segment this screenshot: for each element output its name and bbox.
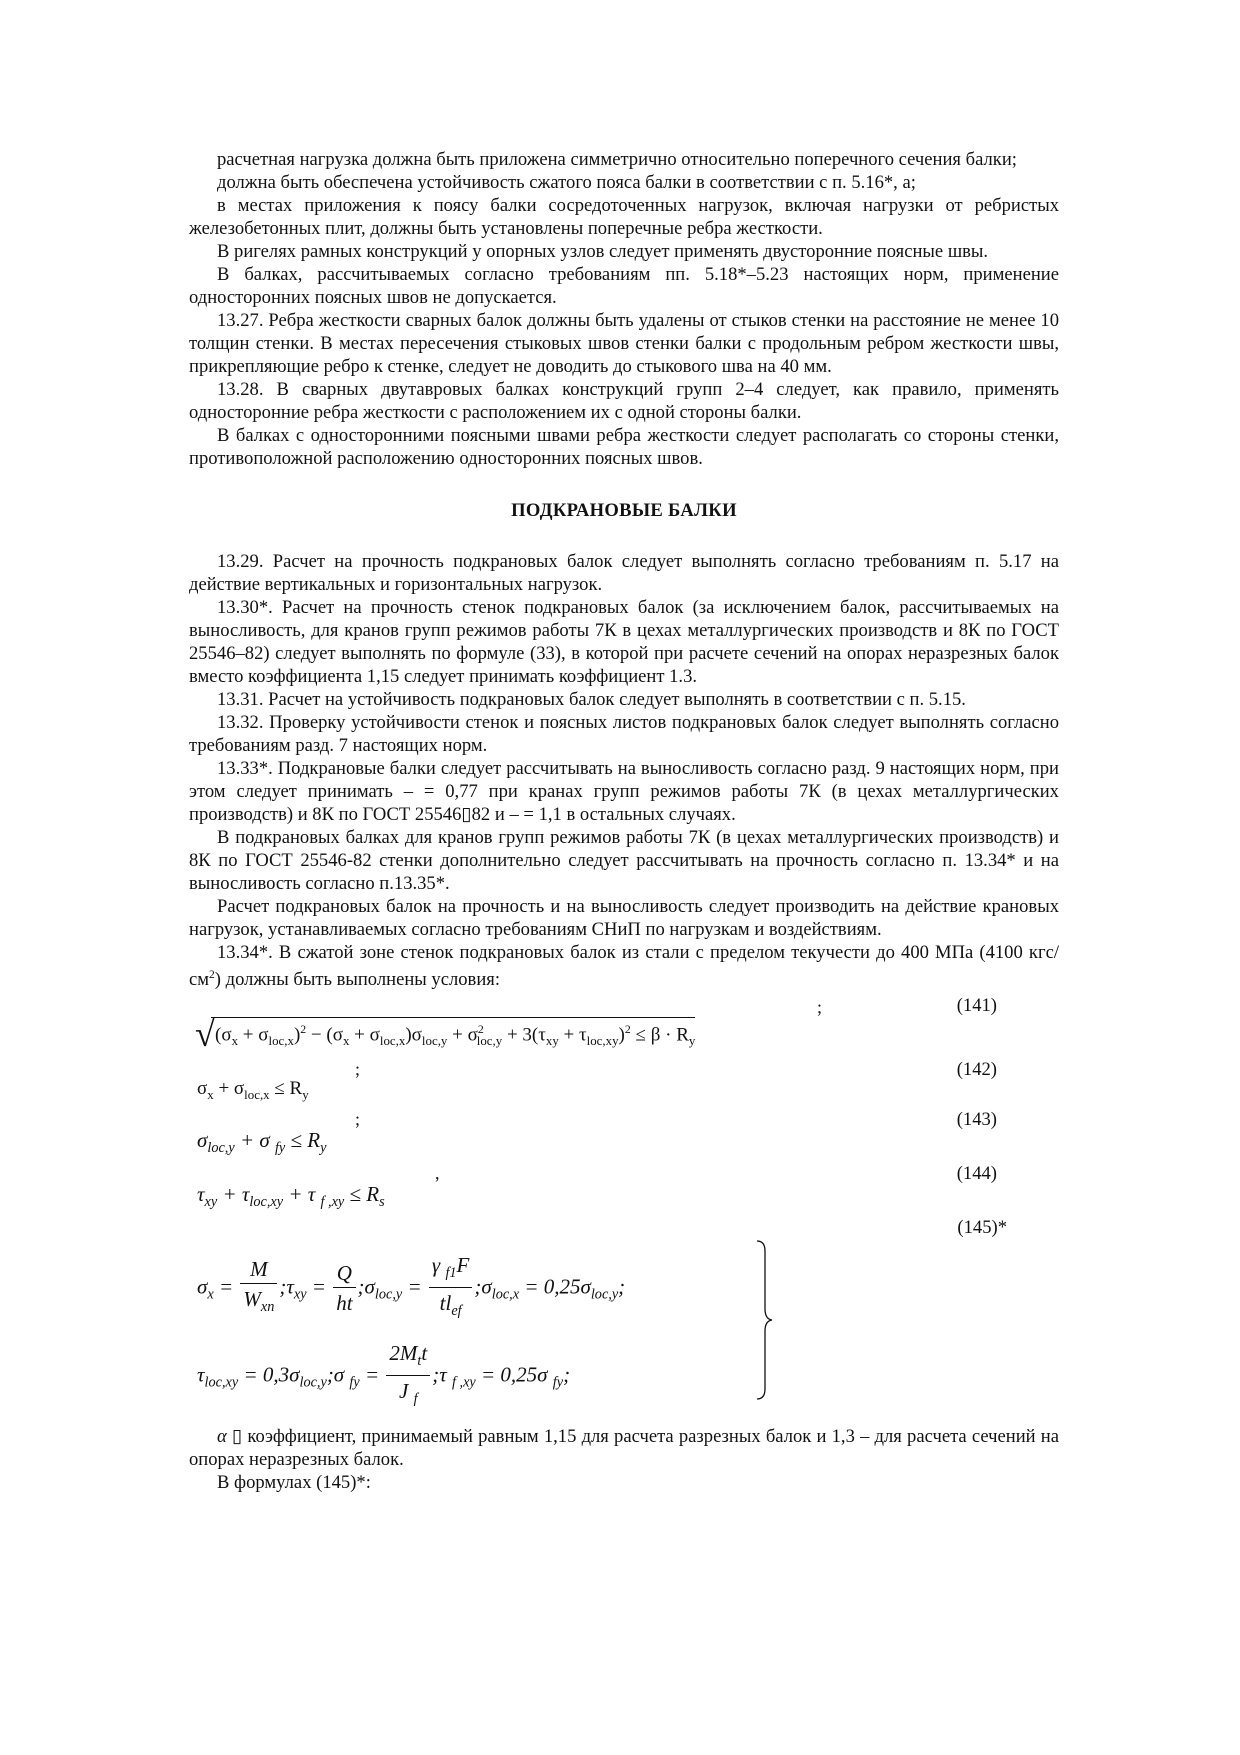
formula-145-system — [189, 1243, 1059, 1423]
missing-glyph: ▯ — [461, 804, 472, 825]
formula-number: (145)* — [957, 1217, 1007, 1239]
formula-punctuation: ; — [817, 997, 823, 1018]
formula-141 — [189, 991, 1059, 1053]
paragraph: В балках, рассчитываемых согласно требованиям пп. 5.18*–5.23 настоящих норм, применение односторонних поясных швов не допускается. — [189, 264, 1059, 308]
formula-expression: $\sigma_{loc,y} + \sigma$ $_{fy} \le R_y$ — [197, 1128, 327, 1157]
paragraph: должна быть обеспечена устойчивость сжатого пояса балки в соответствии с п. 5.16*, а; — [217, 172, 916, 193]
formula-142 — [189, 1053, 1059, 1109]
text-fragment: 13.34*. В сжатой зоне стенок подкрановых балок из стали с пределом текучести до 400 МПа (4100 кгс/см — [189, 942, 1059, 991]
formula-punctuation: ; — [355, 1109, 361, 1130]
symbol-placeholder-glyph: – — [509, 804, 519, 825]
sqrt-sign: √ — [195, 1014, 215, 1055]
right-brace-icon — [755, 1239, 773, 1401]
paragraph-13-33 — [189, 757, 1059, 826]
paragraph-13-34 — [189, 941, 1059, 991]
paragraph: В балках с односторонними поясными швами ребра жесткости следует располагать со стороны стенки, противоположной расположению односторонних поясных швов. — [189, 425, 1059, 469]
formula-line-1: $\sigma_x$ = $\frac{M}{W_{xn}}$ $;\tau_{xy}$ = $\frac{Q}{ht}$ $;\sigma_{loc,y}$ = $\frac{\gamma _{f1}F}{tl_{ef}}$ $;\sigma_{loc,x} = 0,25\sigma_{loc,y}$; — [197, 1251, 625, 1326]
paragraph: В формулах (145)*: — [217, 1472, 371, 1494]
formula-145-number-row — [189, 1217, 1059, 1243]
formula-punctuation: ; — [355, 1059, 361, 1080]
paragraph: расчетная нагрузка должна быть приложена симметрично относительно поперечного сечения балки; — [217, 149, 1017, 170]
alpha-symbol: α — [217, 1426, 227, 1448]
text-fragment: коэффициент, принимаемый равным 1,15 для расчета разрезных балок и 1,3 – для расчета сечений на опорах неразрезных балок. — [189, 1426, 1059, 1471]
text-fragment: = 1,1 в остальных случаях. — [518, 804, 736, 825]
alpha-definition — [189, 1425, 1059, 1471]
superscript: 2 — [209, 969, 215, 981]
formula-expression: $\tau_{xy} + \tau_{loc,xy} + \tau$ $_{f ,xy} \le R_s$ — [197, 1182, 385, 1211]
text-fragment: = 0,77 при кранах групп режимов работы 7К (в цехах металлургических производств) и 8К по ГОСТ 25546 — [189, 781, 1059, 825]
text-fragment: 13.33*. Подкрановые балки следует рассчитывать на выносливость согласно разд. 9 настоящих норм, при этом следует принимать — [189, 758, 1059, 802]
formula-number: (142) — [956, 1059, 997, 1081]
formula-number: (143) — [956, 1109, 997, 1131]
fraction: $\frac{M}{W_{xn}}$ — [240, 1255, 277, 1322]
formula-144 — [189, 1163, 1059, 1217]
text-fragment: 82 и — [471, 804, 505, 825]
paragraph: 13.28. В сварных двутавровых балках конструкций групп 2–4 следует, как правило, применять односторонние ребра жесткости с расположением их с одной стороны балки. — [189, 379, 1059, 423]
formula-expression: $\sigma_x + \sigma_{loc,x} \le R_y$ — [197, 1078, 309, 1103]
paragraph: Расчет подкрановых балок на прочность и на выносливость следует производить на действие крановых нагрузок, устанавливаемых согласно требованиям СНиП по нагрузкам и воздействиям. — [189, 896, 1059, 940]
formula-punctuation: , — [435, 1163, 440, 1184]
fraction: $\frac{2M_tt}{J _f}$ — [386, 1339, 430, 1414]
fraction: $\frac{\gamma _{f1}F}{tl_{ef}}$ — [429, 1251, 472, 1326]
sqrt-bar — [211, 1017, 695, 1018]
sqrt-expression: √ $(\sigma_x + \sigma_{loc,x})^2 - (\sigma_x + \sigma_{loc,x})\sigma_{loc,y} + \sigma^2_{loc,y} + 3(\tau_{xy} + \tau_{loc,xy})^2 \le \beta \cdot R_y$ — [195, 1014, 696, 1055]
document-page — [189, 148, 1059, 1494]
formula-expression — [195, 1014, 696, 1055]
paragraph: 13.32. Проверку устойчивости стенок и поясных листов подкрановых балок следует выполнять согласно требованиям разд. 7 настоящих норм. — [189, 712, 1059, 756]
paragraph: 13.27. Ребра жесткости сварных балок должны быть удалены от стыков стенки на расстояние не менее 10 толщин стенки. В местах пересечения стыковых швов стенки балки с продольным ребром жесткости швы, прикрепляющие ребро к стенке, следует не доводить до стыкового шва на 40 мм. — [189, 310, 1059, 377]
formula-line-2: $\tau_{loc,xy}$ = $0,3\sigma_{loc,y};\sigma$ $_{fy}$ = $\frac{2M_tt}{J _f}$ ;τ $_{f ,xy}$ = 0,25σ $_{fy}$; — [197, 1339, 570, 1414]
symbol-placeholder-glyph: – — [403, 781, 414, 802]
paragraph: 13.31. Расчет на устойчивость подкрановых балок следует выполнять в соответствии с п. 5.15. — [217, 689, 966, 710]
paragraph: В ригелях рамных конструкций у опорных узлов следует применять двусторонние поясные швы. — [217, 241, 989, 262]
paragraph: 13.29. Расчет на прочность подкрановых балок следует выполнять согласно требованиям п. 5.17 на действие вертикальных и горизонтальных нагрузок. — [189, 551, 1059, 595]
formula-number: (144) — [956, 1163, 997, 1185]
formula-143 — [189, 1109, 1059, 1163]
paragraph: в местах приложения к поясу балки сосредоточенных нагрузок, включая нагрузки от ребристых железобетонных плит, должны быть установлены поперечные ребра жесткости. — [189, 195, 1059, 239]
section-heading: ПОДКРАНОВЫЕ БАЛКИ — [511, 500, 737, 521]
paragraph: 13.30*. Расчет на прочность стенок подкрановых балок (за исключением балок, рассчитываемых на выносливость, для кранов групп режимов работы 7К в цехах металлургических производств и 8К по ГОСТ 25546–82) следует выполнять по формуле (33), в которой при расчете сечений на опорах неразрезных балок вместо коэффициента 1,15 следует принимать коэффициент 1.3. — [189, 597, 1059, 687]
text-fragment: ) должны быть выполнены условия: — [214, 969, 500, 991]
missing-glyph: ▯ — [226, 1426, 243, 1448]
paragraph: В подкрановых балках для кранов групп режимов работы 7К (в цехах металлургических производств) и 8К по ГОСТ 25546-82 стенки дополнительно следует рассчитывать на прочность согласно п. 13.34* и на выносливость согласно п.13.35*. — [189, 827, 1059, 894]
formula-number: (141) — [956, 995, 997, 1017]
fraction: $\frac{Q}{ht}$ — [333, 1259, 355, 1318]
